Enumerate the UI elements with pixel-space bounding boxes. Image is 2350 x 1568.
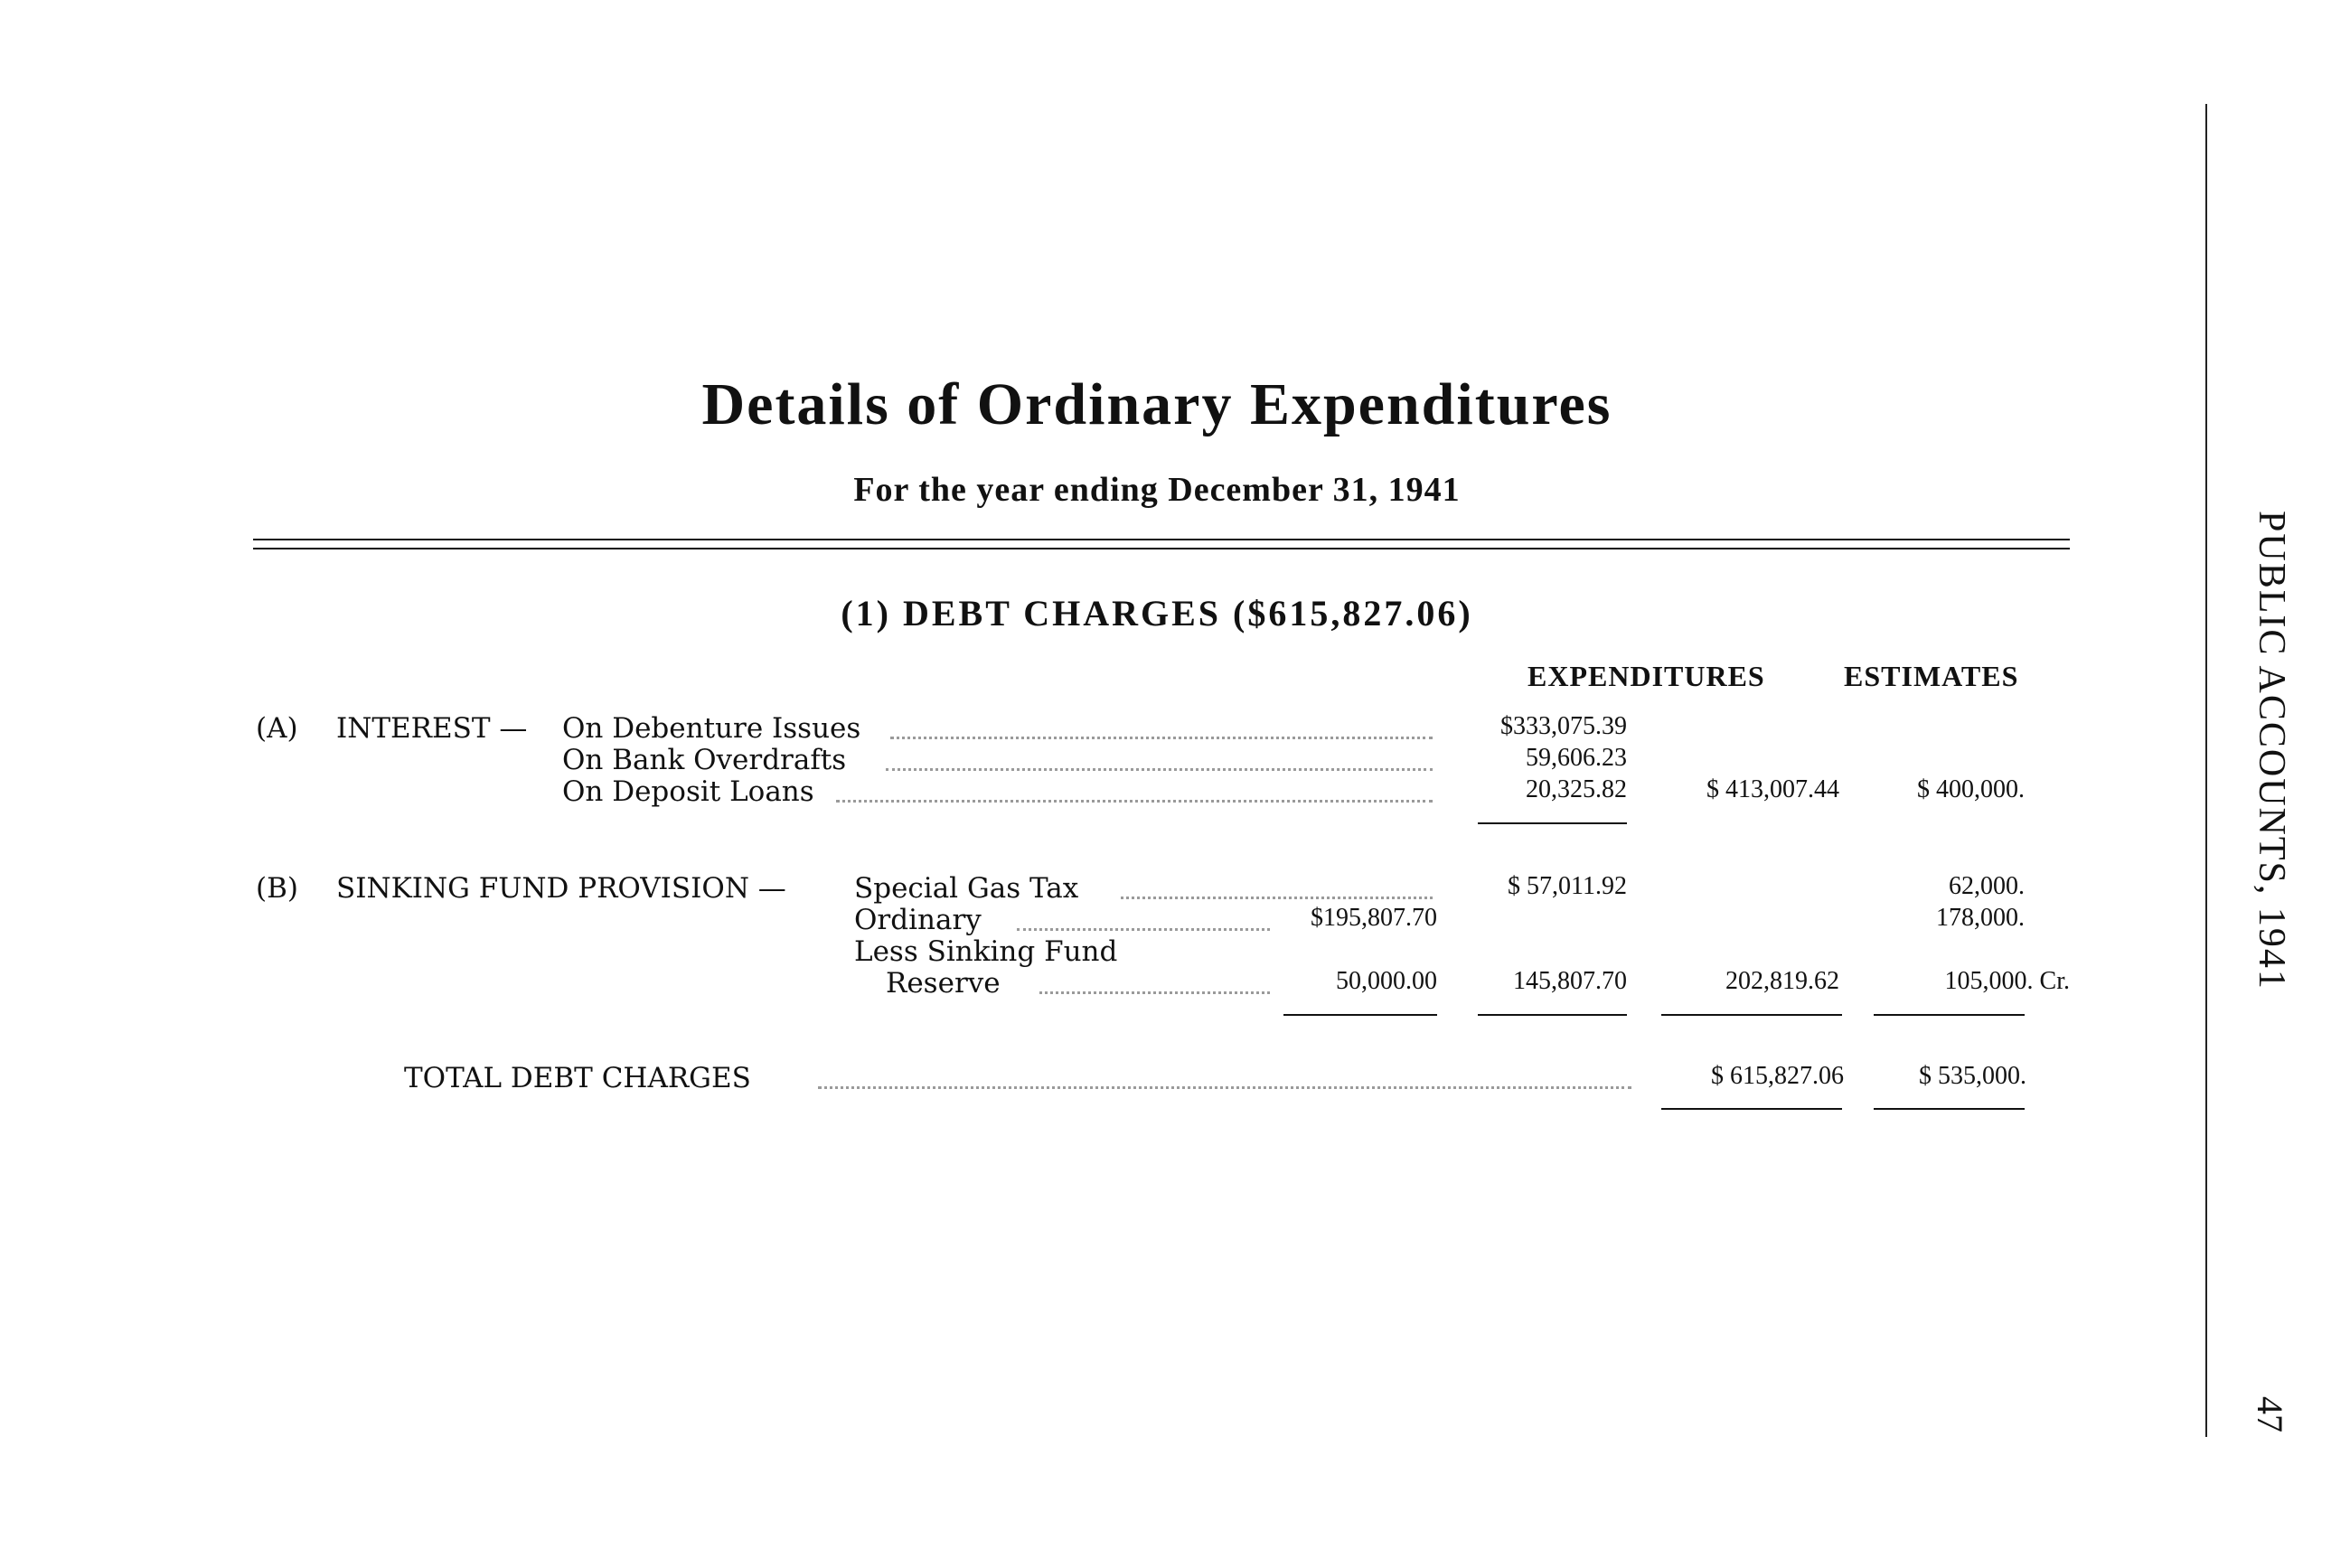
leader-dots <box>818 1086 1631 1089</box>
ordinary-estimate: 178,000. <box>1936 904 2025 932</box>
leader-dots <box>1017 928 1270 931</box>
interest-item-label: On Bank Overdrafts <box>562 744 847 776</box>
special-gas-tax-estimate: 62,000. <box>1949 872 2025 900</box>
page-subtitle: For the year ending December 31, 1941 <box>853 471 1461 509</box>
leader-dots <box>836 800 1433 803</box>
interest-label: INTEREST — <box>336 712 528 745</box>
sinking-fund-label: SINKING FUND PROVISION — <box>336 872 786 905</box>
less-reserve-amount: 50,000.00 <box>1336 967 1437 995</box>
interest-expenditure-total: $ 413,007.44 <box>1706 775 1839 803</box>
header-rule-top <box>253 539 2070 540</box>
interest-item-amount: $333,075.39 <box>1500 712 1627 740</box>
margin-rule <box>2205 104 2207 1437</box>
leader-dots <box>1121 897 1433 899</box>
page-number: 47 <box>2250 1396 2290 1432</box>
leader-dots <box>890 737 1433 739</box>
interest-item-amount: 59,606.23 <box>1526 744 1627 772</box>
total-underline <box>1874 1108 2025 1110</box>
subtotal-underline <box>1283 1014 1437 1016</box>
subtotal-underline <box>1661 1014 1842 1016</box>
section-heading: (1) DEBT CHARGES ($615,827.06) <box>841 593 1473 634</box>
total-estimate: $ 535,000. <box>1919 1062 2026 1090</box>
total-expenditure: $ 615,827.06 <box>1711 1062 1844 1090</box>
interest-item-label: On Deposit Loans <box>562 775 814 808</box>
page-title: Details of Ordinary Expenditures <box>701 371 1612 437</box>
total-label: TOTAL DEBT CHARGES <box>404 1062 751 1094</box>
interest-estimate: $ 400,000. <box>1917 775 2025 803</box>
header-rule-bottom <box>253 548 2070 549</box>
subtotal-underline <box>1874 1014 2025 1016</box>
sinking-fund-expenditure-total: 202,819.62 <box>1725 967 1839 995</box>
interest-marker: (A) <box>256 712 298 745</box>
interest-item-amount: 20,325.82 <box>1526 775 1627 803</box>
leader-dots <box>1039 991 1270 994</box>
less-reserve-label-line1: Less Sinking Fund <box>854 935 1118 968</box>
subtotal-underline <box>1478 1014 1627 1016</box>
running-header: PUBLIC ACCOUNTS, 1941 <box>2251 511 2292 991</box>
sinking-fund-marker: (B) <box>256 872 298 905</box>
interest-item-label: On Debenture Issues <box>562 712 861 745</box>
special-gas-tax-label: Special Gas Tax <box>854 872 1079 905</box>
column-header-estimates: ESTIMATES <box>1844 660 2019 692</box>
sinking-fund-net-amount: 145,807.70 <box>1513 967 1627 995</box>
ordinary-label: Ordinary <box>854 904 982 936</box>
total-underline <box>1661 1108 1842 1110</box>
less-reserve-label-line2: Reserve <box>886 967 1001 1000</box>
ordinary-amount: $195,807.70 <box>1311 904 1437 932</box>
column-header-expenditures: EXPENDITURES <box>1528 660 1765 692</box>
sinking-fund-estimate: 105,000. Cr. <box>1944 967 2070 995</box>
leader-dots <box>886 768 1433 771</box>
special-gas-tax-amount: $ 57,011.92 <box>1508 872 1627 900</box>
subtotal-underline <box>1478 822 1627 824</box>
